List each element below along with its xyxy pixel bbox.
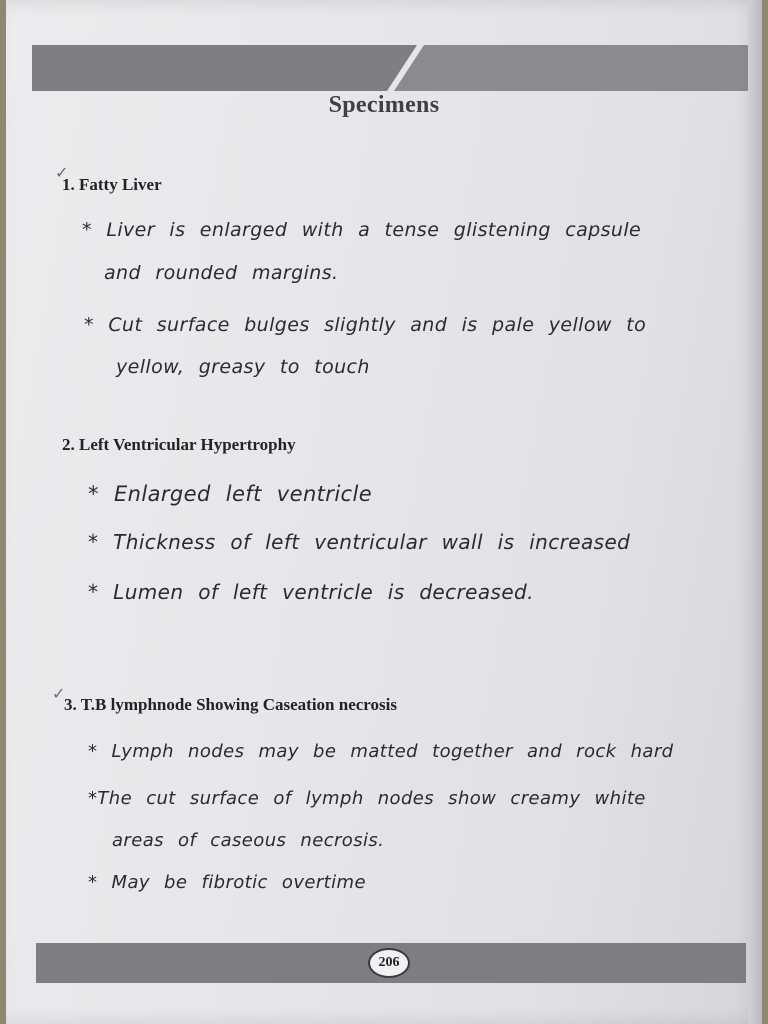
note-line: * Cut surface bulges slightly and is pale yellow to <box>84 314 647 336</box>
note-line: * Lumen of left ventricle is decreased. <box>88 580 534 604</box>
note-line: * Lymph nodes may be matted together and rock hard <box>88 741 674 762</box>
note-line: yellow, greasy to touch <box>116 356 370 378</box>
section-heading-lvh: 2. Left Ventricular Hypertrophy <box>62 435 296 454</box>
page-number: 206 <box>368 948 410 978</box>
note-line: * May be fibrotic overtime <box>88 872 366 893</box>
page-title: Specimens <box>328 92 440 118</box>
note-line: and rounded margins. <box>104 262 339 284</box>
checkmark-icon: ✓ <box>52 684 66 703</box>
section-heading-tb-lymphnode: 3. T.B lymphnode Showing Caseation necrosis <box>64 695 397 714</box>
section-heading-fatty-liver: 1. Fatty Liver <box>62 175 162 194</box>
textbook-page <box>6 0 762 1024</box>
note-line: * Enlarged left ventricle <box>88 482 373 506</box>
note-line: areas of caseous necrosis. <box>112 830 385 851</box>
note-line: * Thickness of left ventricular wall is increased <box>88 530 631 554</box>
checkmark-icon: ✓ <box>55 163 69 182</box>
note-line: * Liver is enlarged with a tense glistening capsule <box>82 219 642 241</box>
note-line: *The cut surface of lymph nodes show creamy white <box>88 788 646 809</box>
page-edge-shadow <box>748 0 762 1024</box>
header-band <box>32 45 748 91</box>
